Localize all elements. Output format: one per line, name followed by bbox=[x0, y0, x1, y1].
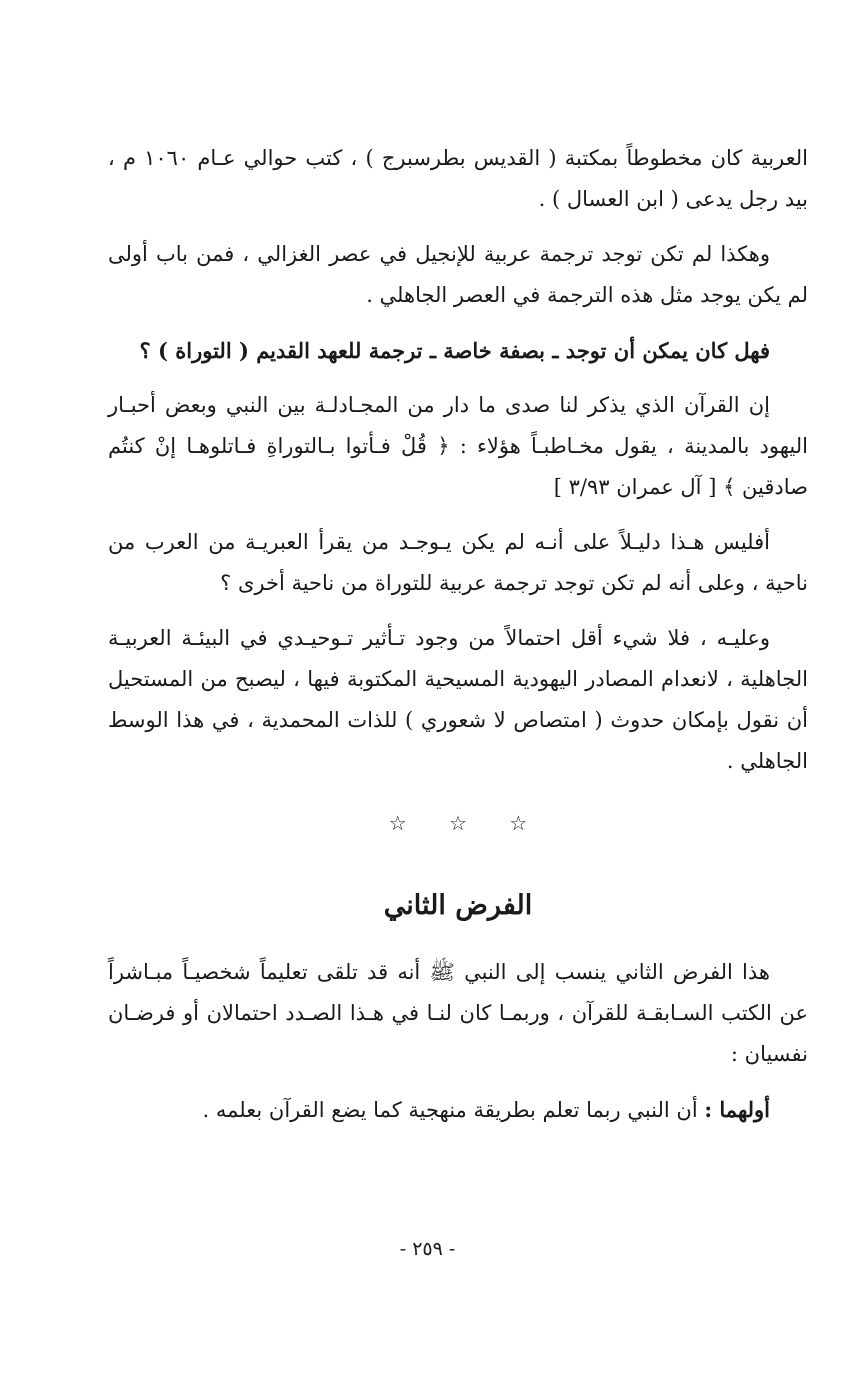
star-icon: ☆ bbox=[449, 811, 467, 835]
star-icon: ☆ bbox=[509, 811, 528, 835]
section-separator bbox=[108, 808, 808, 838]
paragraph-question-old-testament: فهل كان يمكن أن توجد ـ بصفة خاصة ـ ترجمة للعهد القديم ( التوراة ) ؟ bbox=[139, 338, 770, 363]
paragraph-gospel-translation: وهكذا لم تكن توجد ترجمة عربية للإنجيل في عصر الغزالي ، فمن باب أولى لم يكن يوجد مثل هذه الترجمة في العصر الجاهلي . bbox=[108, 242, 808, 307]
star-icon: ☆ bbox=[388, 811, 407, 835]
page-number: - ٢٥٩ - bbox=[399, 1238, 456, 1260]
section-heading: الفرض الثاني bbox=[383, 890, 533, 921]
paragraph-continuation: العربية كان مخطوطاً بمكتبة ( القديس بطرسبرج ) ، كتب حوالي عـام ١٠٦٠ م ، بيد رجل يدعى ( ابن العسال ) . bbox=[108, 146, 808, 211]
lead-text: أن النبي ربما تعلم بطريقة منهجية كما يضع القرآن بعلمه . bbox=[202, 1098, 705, 1122]
paragraph-second-hypothesis: هذا الفرض الثاني ينسب إلى النبي ﷺ أنه قد تلقى تعليماً شخصيـاً مبـاشراً عن الكتب السـابقـة للقرآن ، وربمـا كان لنـا في هـذا الصـدد احتمالان أو فرضـان نفسيان : bbox=[108, 960, 808, 1066]
paragraph-conclusion: وعليـه ، فلا شيء أقل احتمالاً من وجود تـأثير تـوحيـدي في البيئـة العربيـة الجاهلية ، لانعدام المصادر اليهودية المسيحية المكتوبة فيها ، ليصبح من المستحيل أن نقول بإمكان حدوث ( امتصاص لا شعوري ) للذات المحمدية ، في هذا الوسط الجاهلي . bbox=[108, 626, 808, 773]
paragraph-hebrew-evidence: أفليس هـذا دليـلاً على أنـه لم يكن يـوجـد من يقرأ العبريـة من العرب من ناحية ، وعلى أنه لم تكن توجد ترجمة عربية للتوراة من ناحية أخرى ؟ bbox=[108, 530, 808, 595]
page-body bbox=[108, 138, 808, 1145]
paragraph-quran-quote: إن القرآن الذي يذكر لنا صدى ما دار من المجـادلـة بين النبي وبعض أحبـار اليهود بالمدينة ، يقول مخـاطبـاً هؤلاء : ﴿ قُلْ فـأتوا بـالتوراةِ فـاتلوهـا إنْ كنتُم صادقين ﴾ [ آل عمران ٣/٩٣ ] bbox=[108, 393, 808, 499]
paragraph-first-possibility bbox=[108, 1089, 808, 1131]
lead-label: أولهما : bbox=[704, 1097, 770, 1122]
